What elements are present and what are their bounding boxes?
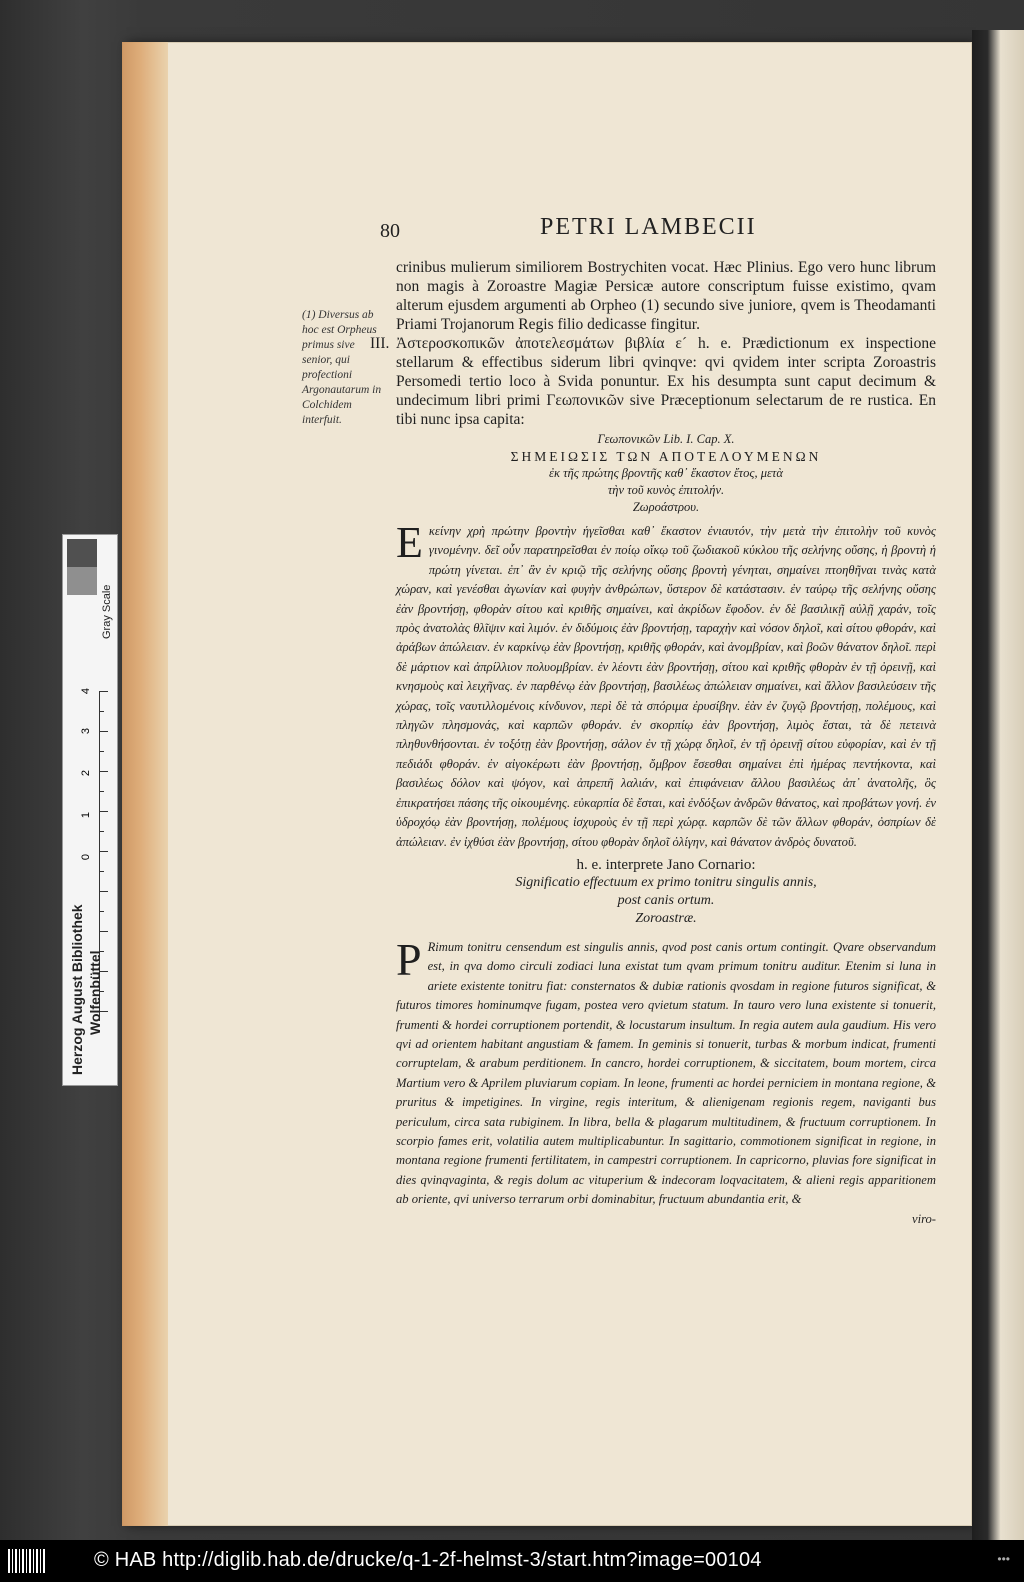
greek-subtitle-1: ἐκ τῆς πρώτης βροντῆς καθ᾽ ἕκαστον ἔτος, μετὰ xyxy=(549,466,783,480)
interpretation-line-2: post canis ortum. xyxy=(617,892,715,908)
greek-text xyxy=(396,518,936,852)
greek-author: Ζωροάστρου. xyxy=(632,500,700,514)
more-dots-icon: ••• xyxy=(997,1552,1010,1566)
intro-paragraph xyxy=(370,258,936,429)
interpretation-line-1: Significatio effectuum ex primo tonitru singulis annis, xyxy=(515,874,817,890)
gray-scale-bar xyxy=(62,534,118,1086)
footer-bar xyxy=(0,1540,1024,1582)
main-text-column xyxy=(370,258,936,1227)
interpretation-head: h. e. interprete Jano Cornario: xyxy=(576,856,756,873)
greek-title: ΣΗΜΕΙΩΣΙΣ ΤΩΝ ΑΠΟΤΕΛΟΥΜΕΝΩΝ xyxy=(510,449,822,464)
dropcap-e: E xyxy=(396,518,423,567)
page-header xyxy=(380,210,940,250)
greek-heading xyxy=(396,431,936,516)
running-head: PETRI LAMBECII xyxy=(540,214,757,240)
intro-text-1: crinibus mulierum similiorem Bostrychiten vocat. Hæc Plinius. Ego vero hunc librum non magis à Zoroastre Magiæ Persicæ autore conscriptum fuisse existimo, qvam alterum ejusdem argumenti ab Orpheo (1) secundo sive juniore, qvem is Theodamanti Priami Trojanorum Regis filio dedicasse fingitur. xyxy=(396,259,936,333)
adjacent-page-edge xyxy=(972,30,1024,1540)
catchword: viro- xyxy=(911,1211,936,1226)
gray-swatch-mid xyxy=(67,567,97,595)
library-name-line-2: Wolfenbüttel xyxy=(87,950,103,1035)
greek-source: Γεωπονικῶν Lib. I. Cap. X. xyxy=(597,432,735,446)
footer-url[interactable]: © HAB http://diglib.hab.de/drucke/q-1-2f-helmst-3/start.htm?image=00104 xyxy=(94,1549,762,1571)
gray-swatch-dark xyxy=(67,539,97,567)
ruler-number-4: 4 xyxy=(80,687,93,695)
roman-numeral: III. xyxy=(370,335,390,352)
ruler-number-0: 0 xyxy=(80,853,93,861)
interpretation-author: Zoroastræ. xyxy=(635,910,697,926)
ruler-number-1: 1 xyxy=(80,811,93,819)
margin-note: (1) Diversus ab hoc est Orpheus primus sive senior, qui profectioni Argonautarum in Colchidem interfuit. xyxy=(302,309,382,426)
greek-subtitle-2: τὴν τοῦ κυνὸς ἐπιτολήν. xyxy=(607,483,725,497)
latin-body-text: Rimum tonitru censendum est singulis annis, qvod post canis ortum contingit. Qvare observandum est, in qva domo circuli zodiaci luna existat tum qvam primum tonitru auditur. Etenim si luna in ariete existente tonitru fiat: consternatos & dubiæ rationis qvosdam in regione futuros significat, & futuros timores hominumqve fugam, postea vero qvietum statum. In tauro vero luna existente si tonuerit, frumenti & hordei corruptionem portendit, & locustarum insultum. In regia autem aula gaudium. His vero qvi ad orientem habitant angustiam & famem. In geminis si tonuerit, turbas & morbum indicat, frumenti corruptelam, & arabum perditionem. In cancro, hordei corruptionem, & siccitatem, boum mortem, circa Martium vero & Aprilem pluviarum copiam. In leone, frumenti ac hordei perniciem in montana regione, & pruritus & impetigines. In virgine, regis interitum, & alienigenam regionis regem, naviganti bus periculum, circa sata rubiginem. In libra, bella & plagarum multitudinem, & fructuum corruptionem. In scorpio fames erit, volatilia autem multiplicabuntur. In sagittario, commotionem significat in regione, in montana regione frumenti fertilitatem, in campestri corruptionem. In capricorno, pluvias fore significat in dies qvinqvaginta, & regis dolum ac vituperium & indecoram loqvacitatem, & alieni regis apparitionem ab oriente, qvi universo terrarum orbi dominabitur, fructuum abundantia erit, & xyxy=(396,939,936,1207)
greek-body-text: κείνην χρὴ πρώτην βροντὴν ἡγεῖσθαι καθ᾽ ἕκαστον ἐνιαυτόν, τὴν μετὰ τὴν ἐπιτολὴν τοῦ κυνὸς γινομένην. δεῖ οὖν παρατηρεῖσθαι ἐν ποίῳ οἴκῳ τοῦ ζωδιακοῦ κύκλου τῆς σελήνης οὔσης, ἡ βροντὴ ἡ πρώτη γίνεται. ἐπ᾽ ἂν ἐν κριῷ τῆς σελήνης οὔσης βροντὴ γένηται, σημαίνει πτοηθῆναι τινὰς κατὰ χώραν, καὶ γενέσθαι ἀγωνίαν καὶ φυγὴν ἀνθρώπων, ὕστερον δὲ κατάστασιν. ἐν ταύρῳ τῆς σελήνης οὔσης ἐὰν βροντήσῃ, φθορὰν σίτου καὶ κριθῆς σημαίνει, καὶ ἀκρίδων ἔφοδον. ἐν δὲ βασιλικῇ αὐλῇ χαράν, τοῖς πρὸς ἀνατολὰς θλῖψιν καὶ λιμόν. ἐν διδύμοις ἐὰν βροντήσῃ, ταραχὴν καὶ νόσον δηλοῖ, καὶ σίτου φθοράν, καὶ ἀράβων ἀπώλειαν. ἐν καρκίνῳ ἐὰν βροντήσῃ, κριθῆς φθοράν, καὶ ἀνομβρίαν, καὶ βοῶν θάνατον δηλοῖ. περὶ δὲ μάρτιον καὶ ἀπρίλλιον πολυομβρίαν. ἐν λέοντι ἐὰν βροντήσῃ, σίτου καὶ κριθῆς φθορὰν ἐν τῇ ὀρεινῇ, καὶ κνησμοὺς καὶ λειχῆνας. ἐν παρθένῳ ἐὰν βροντήσῃ, βασιλέως ἀπώλειαν σημαίνει, καὶ ἄλλον βασιλεύσειν τῆς χώρας, τοῖς ναυτιλλομένοις κίνδυνον, περὶ δὲ τὰ σπόριμα ἐρυσίβην. ἐὰν ἐν ζυγῷ βροντήσῃ, πολέμους, καὶ πληγῶν πλησμονάς, καὶ καρπῶν φθοράν. ἐν σκορπίῳ ἐὰν βροντήσῃ, λιμὸς ἔσται, τὰ δὲ πετεινὰ πληθυνθήσονται. ἐν τοξότῃ ἐὰν βροντήσῃ, σάλον ἐν τῇ χώρᾳ δηλοῖ, ἐν τῇ ὀρεινῇ σίτου εὐφορίαν, καὶ ἐν τῇ πεδιάδι φθοράν. ἐν αἰγοκέρωτι ἐὰν βροντήσῃ, ὄμβρον ἔσεσθαι σημαίνει ἐπὶ ἡμέρας πεντήκοντα, καὶ βασιλέως δόλον καὶ ψόγον, καὶ ἀπρεπῆ λαλιάν, καὶ ἐπιφάνειαν ἄλλου βασιλέως ἀπ᾽ ἀνατολῆς, ὃς ἐπικρατήσει πάσης τῆς οἰκουμένης. εὐκαρπία δὲ ἔσται, καὶ ἐνδόξων ἀνδρῶν θάνατος, καὶ προβάτων γονή. ἐν ὑδροχόῳ ἐὰν βροντήσῃ, πολέμους ἰσχυροὺς ἐν τῇ περὶ χώρᾳ. καρπῶν δὲ τῶν ἄλλων φθοράν, ὀσπρίων δὲ ἀπώλειαν. ἐν ἰχθύσι ἐὰν βροντήσῃ, σίτου φθορὰν δηλοῖ ὀλίγην, καὶ θάνατον ἀνδρὸς δυνατοῦ. xyxy=(396,524,936,849)
ruler-number-3: 3 xyxy=(80,727,93,735)
intro-text-2: Ἀστεροσκοπικῶν ἀποτελεσμάτων βιβλία ε´ h. e. Prædictionum ex inspectione stellarum & effectibus siderum libri qvinqve: qvi qvidem inter scripta Zoroastris Persomedi tertio loco à Svida ponuntur. Ex his desumpta sunt caput decimum & undecimum libri primi Γεωπονικῶν sive Præceptionum selectarum de re rustica. En tibi nunc ipsa capita: xyxy=(396,335,936,428)
gray-scale-label: Gray Scale xyxy=(101,584,113,639)
latin-text xyxy=(396,933,936,1210)
page-edge xyxy=(122,42,168,1526)
page-number: 80 xyxy=(380,220,400,242)
ruler-number-2: 2 xyxy=(80,769,93,777)
interpretation-heading xyxy=(396,856,936,928)
dropcap-p: P xyxy=(396,933,422,985)
barcode-icon xyxy=(8,1549,46,1573)
library-name-line-1: Herzog August Bibliothek xyxy=(69,904,85,1075)
